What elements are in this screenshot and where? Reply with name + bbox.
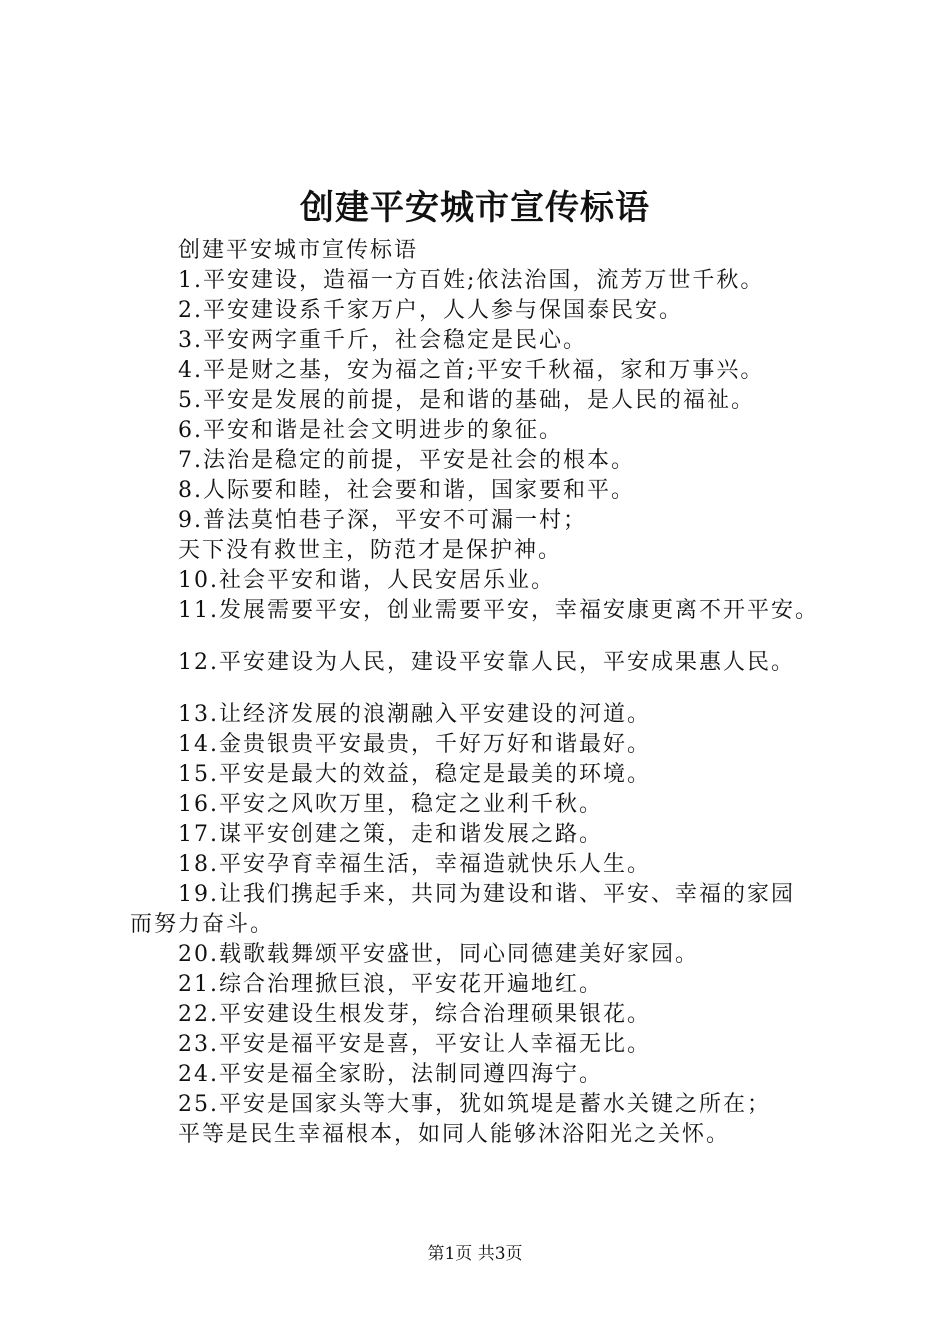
- slogan-line: 20.载歌载舞颂平安盛世，同心同德建美好家园。: [178, 942, 699, 967]
- slogan-line: 8.人际要和睦，社会要和谐，国家要和平。: [178, 478, 635, 503]
- slogan-line: 1.平安建设，造福一方百姓;依法治国，流芳万世千秋。: [178, 268, 765, 293]
- document-body: [130, 236, 890, 1150]
- slogan-line: 6.平安和谐是社会文明进步的象征。: [178, 418, 563, 443]
- slogan-line: 而努力奋斗。: [130, 912, 275, 937]
- slogan-line: 2.平安建设系千家万户，人人参与保国泰民安。: [178, 298, 683, 323]
- document-title: 创建平安城市宣传标语: [300, 188, 650, 228]
- slogan-line: 23.平安是福平安是喜，平安让人幸福无比。: [178, 1032, 651, 1057]
- slogan-line: 19.让我们携起手来，共同为建设和谐、平安、幸福的家园: [178, 882, 795, 907]
- slogan-line: 15.平安是最大的效益，稳定是最美的环境。: [178, 762, 651, 787]
- page-footer: 第1页 共3页: [427, 1244, 523, 1264]
- slogan-line: 天下没有救世主，防范才是保护神。: [178, 538, 563, 563]
- blank-line: [130, 678, 890, 700]
- slogan-line: 10.社会平安和谐，人民安居乐业。: [178, 568, 555, 593]
- slogan-line: 4.平是财之基，安为福之首;平安千秋福，家和万事兴。: [178, 358, 765, 383]
- slogan-line: 17.谋平安创建之策，走和谐发展之路。: [178, 822, 603, 847]
- blank-line: [130, 626, 890, 648]
- body-line: 创建平安城市宣传标语: [178, 238, 419, 263]
- slogan-line: 21.综合治理掀巨浪，平安花开遍地红。: [178, 972, 603, 997]
- slogan-line: 25.平安是国家头等大事，犹如筑堤是蓄水关键之所在；: [178, 1092, 771, 1117]
- slogan-line: 22.平安建设生根发芽，综合治理硕果银花。: [178, 1002, 651, 1027]
- slogan-line: 14.金贵银贵平安最贵，千好万好和谐最好。: [178, 732, 651, 757]
- slogan-line: 13.让经济发展的浪潮融入平安建设的河道。: [178, 702, 651, 727]
- slogan-line: 11.发展需要平安，创业需要平安，幸福安康更离不开平安。: [178, 598, 819, 623]
- slogan-line: 9.普法莫怕巷子深，平安不可漏一村；: [178, 508, 587, 533]
- slogan-line: 24.平安是福全家盼，法制同遵四海宁。: [178, 1062, 603, 1087]
- slogan-line: 5.平安是发展的前提，是和谐的基础，是人民的福祉。: [178, 388, 755, 413]
- slogan-line: 3.平安两字重千斤，社会稳定是民心。: [178, 328, 587, 353]
- slogan-line: 18.平安孕育幸福生活，幸福造就快乐人生。: [178, 852, 651, 877]
- slogan-line: 平等是民生幸福根本，如同人能够沐浴阳光之关怀。: [178, 1122, 731, 1147]
- slogan-line: 7.法治是稳定的前提，平安是社会的根本。: [178, 448, 635, 473]
- slogan-line: 12.平安建设为人民，建设平安靠人民，平安成果惠人民。: [178, 650, 795, 675]
- slogan-line: 16.平安之风吹万里，稳定之业利千秋。: [178, 792, 603, 817]
